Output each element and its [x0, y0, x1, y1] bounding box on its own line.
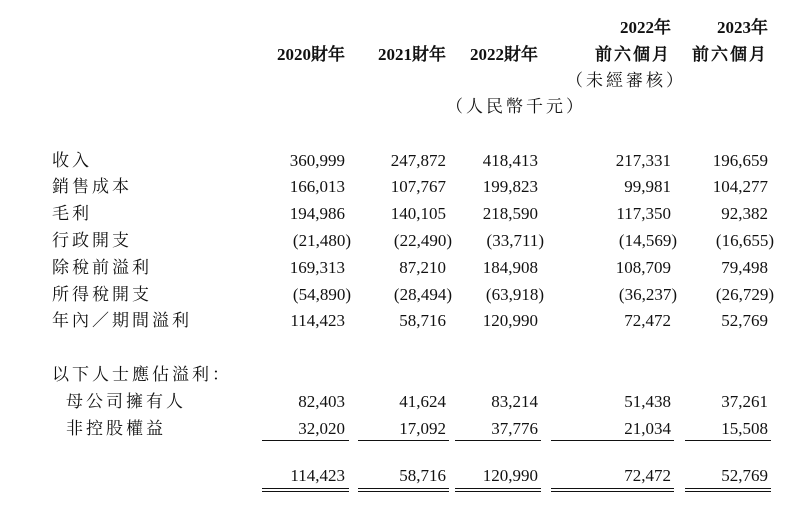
cell: 15,508 [721, 419, 768, 438]
cell: 52,769 [721, 311, 768, 330]
cell: (63,918) [485, 285, 544, 304]
cell: 184,908 [482, 258, 538, 277]
cell: 199,823 [482, 177, 538, 196]
total-cell: 58,716 [399, 466, 446, 485]
cell: 32,020 [298, 419, 345, 438]
cell: 194,986 [289, 204, 345, 223]
col4-period-header: 前六個月 [595, 45, 671, 64]
total-cell: 120,990 [482, 466, 538, 485]
cell: 120,990 [482, 311, 538, 330]
cell: (33,711) [486, 231, 544, 250]
cell: (28,494) [393, 285, 452, 304]
cell: 418,413 [482, 151, 538, 170]
row-label: 行政開支 [52, 231, 132, 250]
total-double-rule [262, 488, 349, 489]
col3-header: 2022財年 [470, 45, 538, 64]
cell: 41,624 [399, 392, 446, 411]
total-double-rule [358, 491, 449, 492]
cell: (14,569) [618, 231, 677, 250]
total-double-rule [455, 491, 541, 492]
cell: 99,981 [624, 177, 671, 196]
cell: (26,729) [715, 285, 774, 304]
total-double-rule [685, 491, 771, 492]
cell: (21,480) [292, 231, 351, 250]
row-label: 所得稅開支 [52, 285, 152, 304]
cell: 114,423 [290, 311, 345, 330]
row-label: 除稅前溢利 [52, 258, 152, 277]
col1-header: 2020財年 [277, 45, 345, 64]
attributable-heading: 以下人士應佔溢利： [52, 365, 232, 384]
cell: 51,438 [624, 392, 671, 411]
cell: (16,655) [715, 231, 774, 250]
total-double-rule [685, 488, 771, 489]
cell: 58,716 [399, 311, 446, 330]
cell: 247,872 [390, 151, 446, 170]
cell: 83,214 [491, 392, 538, 411]
total-cell: 52,769 [721, 466, 768, 485]
cell: 107,767 [390, 177, 446, 196]
subtotal-rule [685, 440, 771, 441]
row-label: 銷售成本 [52, 177, 132, 196]
cell: 37,261 [721, 392, 768, 411]
cell: 92,382 [721, 204, 768, 223]
cell: 140,105 [390, 204, 446, 223]
cell: (54,890) [292, 285, 351, 304]
cell: 217,331 [615, 151, 671, 170]
total-cell: 114,423 [290, 466, 345, 485]
cell: 196,659 [712, 151, 768, 170]
row-label: 毛利 [52, 204, 92, 223]
unaudited-note: （未經審核） [566, 71, 686, 90]
cell: 79,498 [721, 258, 768, 277]
subtotal-rule [455, 440, 541, 441]
col5-period-header: 前六個月 [692, 45, 768, 64]
total-double-rule [262, 491, 349, 492]
col2-header: 2021財年 [378, 45, 446, 64]
col5-year-header: 2023年 [717, 18, 768, 37]
cell: 117,350 [616, 204, 671, 223]
cell: 72,472 [624, 311, 671, 330]
cell: 108,709 [615, 258, 671, 277]
cell: 82,403 [298, 392, 345, 411]
row-label: 年內／期間溢利 [52, 311, 192, 330]
cell: 104,277 [712, 177, 768, 196]
total-cell: 72,472 [624, 466, 671, 485]
cell: (36,237) [618, 285, 677, 304]
subtotal-rule [262, 440, 349, 441]
cell: 360,999 [289, 151, 345, 170]
subtotal-rule [551, 440, 674, 441]
total-double-rule [358, 488, 449, 489]
cell: 166,013 [289, 177, 345, 196]
col4-year-header: 2022年 [620, 18, 671, 37]
cell: 218,590 [482, 204, 538, 223]
cell: 37,776 [491, 419, 538, 438]
cell: 21,034 [624, 419, 671, 438]
total-double-rule [551, 488, 674, 489]
row-label: 收入 [52, 151, 92, 170]
row-label: 母公司擁有人 [66, 392, 186, 411]
cell: 87,210 [399, 258, 446, 277]
total-double-rule [455, 488, 541, 489]
cell: 17,092 [399, 419, 446, 438]
currency-unit-note: （人民幣千元） [446, 97, 586, 116]
cell: 169,313 [289, 258, 345, 277]
cell: (22,490) [393, 231, 452, 250]
total-double-rule [551, 491, 674, 492]
row-label: 非控股權益 [66, 419, 166, 438]
subtotal-rule [358, 440, 449, 441]
